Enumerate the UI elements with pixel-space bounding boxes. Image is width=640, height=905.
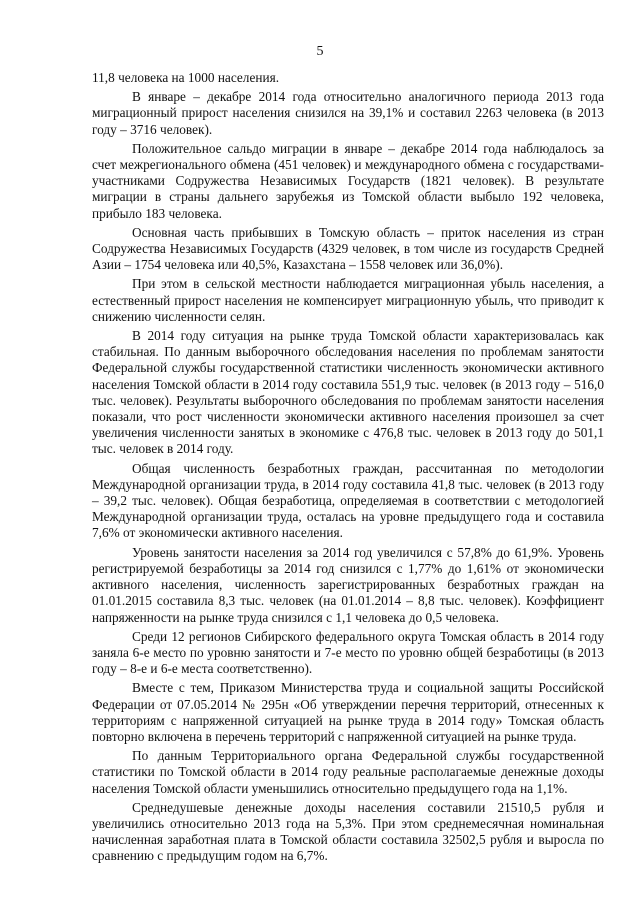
paragraph-11: По данным Территориального органа Федеральной службы государственной статистики по Томской области в 2014 году реальные располагаемые денежные доходы населения Томской области уменьшились относительно предыдущего года на 1,1%. [92, 748, 604, 796]
page-number: 5 [316, 44, 324, 59]
paragraph-8: Уровень занятости населения за 2014 год увеличился с 57,8% до 61,9%. Уровень регистрируемой безработицы за 2014 год снизился с 1,77% до 1,61% от экономически активного населения, численность зарегистрированных безработных граждан на 01.01.2015 составила 8,3 тыс. человек (на 01.01.2014 – 8,8 тыс. человек). Коэффициент напряженности на рынке труда снизился с 1,1 человека до 0,5 человека. [92, 544, 604, 625]
paragraph-12: Среднедушевые денежные доходы населения составили 21510,5 рубля и увеличились относительно 2013 года на 5,3%. При этом среднемесячная номинальная начисленная заработная плата в Томской области составила 32502,5 рубля и выросла по сравнению с предыдущим годом на 6,7%. [92, 799, 604, 864]
paragraph-6: В 2014 году ситуация на рынке труда Томской области характеризовалась как стабильная. По данным выборочного обследования населения по проблемам занятости Федеральной службы государственной статистики численность экономически активного населения Томской области в 2014 году составила 551,9 тыс. человек (в 2013 году – 516,0 тыс. человек). Результаты выборочного обследования по проблемам занятости населения показали, что рост численности экономически активного населения произошел за счет увеличения численности занятых в экономике с 476,8 тыс. человек в 2013 году до 501,1 тыс. человек в 2014 году. [92, 328, 604, 457]
paragraph-9: Среди 12 регионов Сибирского федерального округа Томская область в 2014 году заняла 6-е место по уровню занятости и 7-е место по уровню общей безработицы (в 2013 году – 8-е и 6-е места соответственно). [92, 628, 604, 677]
paragraph-1: 11,8 человека на 1000 населения. [92, 70, 280, 85]
paragraph-2: В январе – декабре 2014 года относительно аналогичного периода 2013 года миграционный прирост населения снизился на 39,1% и составил 2263 человека (в 2013 году – 3716 человек). [92, 89, 604, 137]
paragraph-7: Общая численность безработных граждан, рассчитанная по методологии Международной организации труда, в 2014 году составила 41,8 тыс. человек (в 2013 году – 39,2 тыс. человек). Общая безработица, определяемая в соответствии с методологией Международной организации труда, осталась на уровне предыдущего года и составила 7,6% от экономически активного населения. [92, 460, 604, 541]
paragraph-10: Вместе с тем, Приказом Министерства труда и социальной защиты Российской Федерации от 07.05.2014 № 295н «Об утверждении перечня территорий, отнесенных к территориям с напряженной ситуацией на рынке труда в 2014 году» Томская область повторно включена в перечень территорий с напряженной ситуацией на рынке труда. [92, 680, 604, 744]
document-body [92, 70, 604, 868]
paragraph-4: Основная часть прибывших в Томскую область – приток населения из стран Содружества Независимых Государств (4329 человек, в том числе из государств Средней Азии – 1754 человека или 40,5%, Казахстана – 1558 человек или 36,0%). [92, 224, 604, 273]
paragraph-3: Положительное сальдо миграции в январе – декабре 2014 года наблюдалось за счет межрегионального обмена (451 человек) и международного обмена с государствами-участниками Содружества Независимых Государств (1821 человек). В результате миграции в страны дальнего зарубежья из Томской области выбыло 192 человека, прибыло 183 человека. [92, 140, 604, 221]
paragraph-5: При этом в сельской местности наблюдается миграционная убыль населения, а естественный прирост населения не компенсирует миграционную убыль, что приводит к снижению численности селян. [92, 276, 604, 324]
